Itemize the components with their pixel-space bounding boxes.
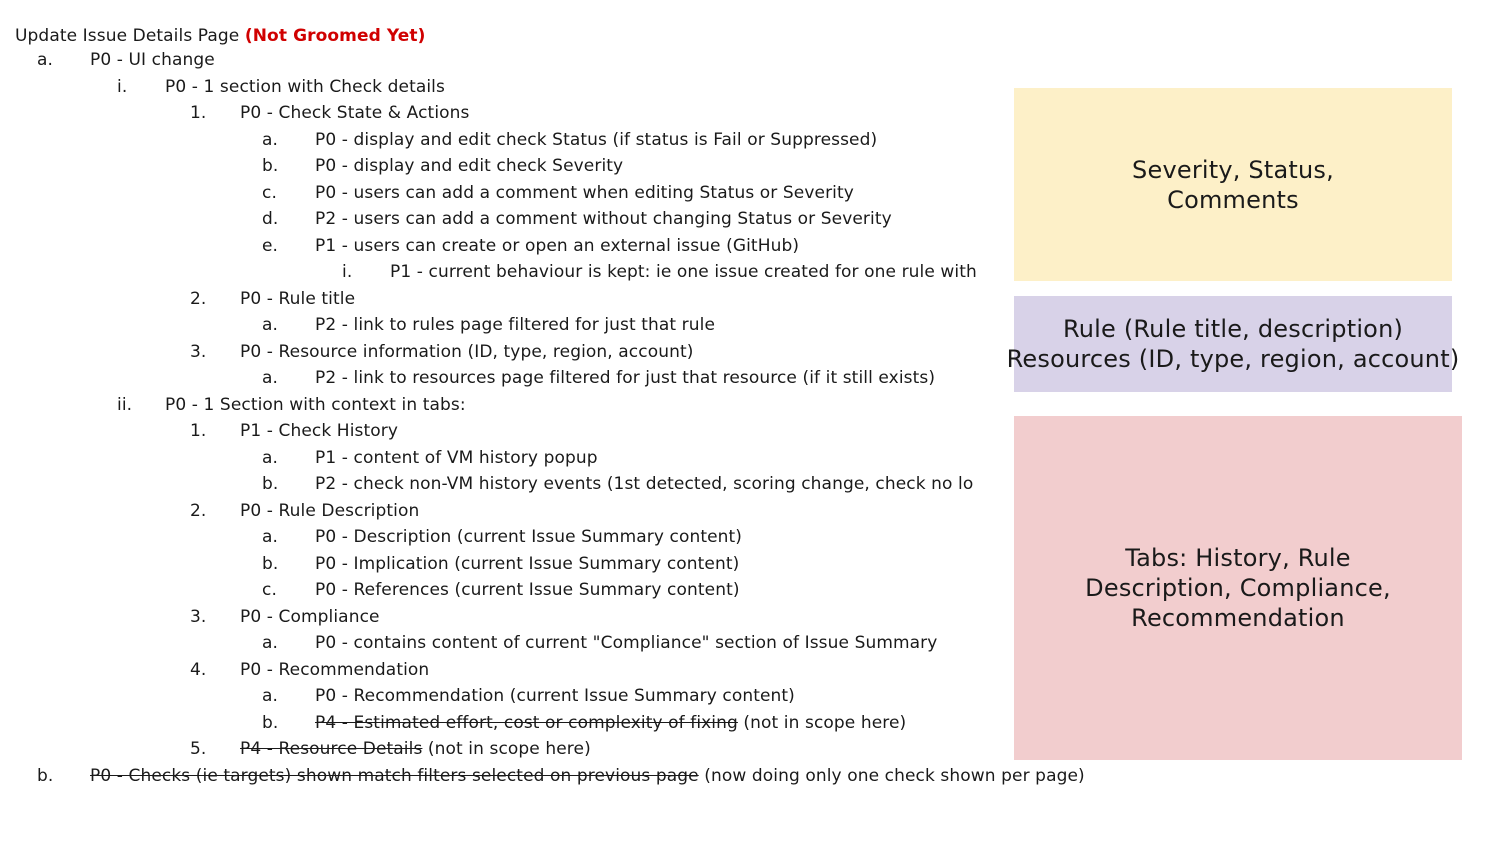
outline-item-text — [315, 712, 906, 734]
outline-item-label: P1 - users can create or open an external issue (GitHub) — [315, 235, 800, 256]
outline-item-text — [165, 76, 445, 98]
outline-item-marker: b. — [37, 765, 54, 786]
outline-item-marker: a. — [262, 315, 279, 335]
outline-item-marker: b. — [262, 553, 279, 574]
outline-item-marker: i. — [117, 76, 128, 97]
outline-item-marker: a. — [262, 368, 279, 388]
box-yellow-line-1: Severity, Status, — [1132, 155, 1334, 184]
outline-item-text — [90, 49, 215, 71]
outline-item-marker: b. — [262, 156, 279, 176]
outline-item-text — [240, 659, 429, 681]
outline-item-struck-text: P4 - Estimated effort, cost or complexity of fixing — [315, 712, 738, 733]
outline-item-label: P0 - Rule Description — [240, 500, 420, 521]
outline-item-text — [240, 288, 355, 310]
outline-item-text — [165, 394, 466, 416]
outline-item-text — [240, 500, 419, 522]
outline-item-text — [315, 182, 854, 204]
outline-item-marker: c. — [262, 580, 277, 600]
page-title-text: Update Issue Details Page — [15, 26, 245, 46]
outline-item-label: P0 - 1 Section with context in tabs: — [165, 394, 466, 415]
outline-item-text — [315, 473, 973, 495]
outline-item-text — [240, 102, 469, 124]
outline-item-label: P0 - users can add a comment when editing Status or Severity — [315, 182, 854, 203]
page-title — [15, 26, 425, 46]
outline-item-marker: 3. — [190, 341, 207, 362]
box-red-line-3: Recommendation — [1131, 604, 1345, 632]
outline-item-text — [315, 155, 623, 177]
tabs-box — [1014, 416, 1462, 760]
box-purple-line-1: Rule (Rule title, description) — [1062, 315, 1404, 343]
outline-item-text — [315, 235, 799, 257]
outline-item-marker: a. — [37, 50, 54, 70]
outline-item-text — [90, 765, 1085, 787]
box-red-line-2: Description, Compliance, — [1085, 574, 1391, 602]
outline-item-marker: a. — [262, 633, 279, 653]
outline-item-text — [315, 208, 892, 230]
outline-item-marker: a. — [262, 447, 279, 468]
outline-item-text — [315, 447, 598, 469]
outline-item-marker: i. — [342, 262, 353, 282]
outline-item-label: P2 - link to rules page filtered for just that rule — [315, 315, 716, 335]
outline-item-marker: 1. — [190, 421, 207, 441]
outline-item-label: P0 - contains content of current "Compliance" section of Issue Summary — [315, 633, 938, 653]
outline-item-note: (not in scope here) — [422, 739, 591, 759]
outline-item-label: P0 - References (current Issue Summary content) — [315, 580, 740, 600]
outline-item-label: P2 - check non-VM history events (1st detected, scoring change, check no lo — [315, 474, 974, 494]
outline-item-label: P0 - Rule title — [240, 288, 356, 309]
outline-item-text — [390, 261, 977, 283]
outline-item-struck-text: P0 - Checks (ie targets) shown match filters selected on previous page — [90, 765, 699, 786]
outline-item-marker: b. — [262, 712, 279, 733]
outline-item-struck-text: P4 - Resource Details — [240, 739, 423, 759]
outline-item-label: P0 - display and edit check Status (if status is Fail or Suppressed) — [315, 129, 878, 150]
severity-status-comments-box — [1014, 88, 1452, 281]
outline-item-note: (not in scope here) — [737, 712, 907, 733]
outline-item-text — [315, 129, 877, 151]
outline-item — [0, 49, 1500, 71]
outline-item-text — [315, 553, 739, 575]
outline-item-text — [315, 685, 795, 707]
outline-item-label: P0 - Recommendation — [240, 659, 430, 680]
outline-item-marker: a. — [262, 686, 279, 706]
outline-item-note: (now doing only one check shown per page) — [698, 765, 1085, 786]
outline-item-text — [240, 606, 380, 628]
outline-item-label: P0 - 1 section with Check details — [165, 76, 445, 97]
groom-status-tag: (Not Groomed Yet) — [244, 26, 426, 46]
outline-item-marker: c. — [262, 182, 277, 203]
outline-item-label: P1 - Check History — [240, 421, 398, 441]
outline-item-text — [240, 341, 693, 363]
outline-item-text — [315, 314, 715, 336]
outline-item-label: P0 - UI change — [90, 50, 215, 70]
outline-item-marker: 3. — [190, 606, 207, 627]
outline-item-marker: d. — [262, 209, 279, 229]
outline-item-label: P0 - Resource information (ID, type, region, account) — [240, 341, 694, 362]
outline-item-marker: ii. — [117, 394, 133, 415]
outline-item-label: P0 - Compliance — [240, 606, 380, 627]
outline-item-marker: e. — [262, 235, 279, 256]
outline-item-marker: 5. — [190, 739, 207, 759]
outline-item-label: P1 - content of VM history popup — [315, 447, 598, 468]
outline-item-marker: 2. — [190, 500, 207, 521]
outline-item — [0, 765, 1500, 787]
box-yellow-line-2: Comments — [1167, 185, 1299, 214]
outline-item-label: P0 - Implication (current Issue Summary content) — [315, 553, 740, 574]
outline-item-text — [315, 526, 742, 548]
outline-item-text — [240, 738, 591, 760]
outline-item-label: P0 - Check State & Actions — [240, 103, 470, 123]
outline-item-text — [315, 632, 937, 654]
outline-item-text — [240, 420, 398, 442]
outline-item-text — [315, 367, 935, 389]
outline-item-marker: 1. — [190, 103, 207, 123]
outline-item-label: P1 - current behaviour is kept: ie one issue created for one rule with — [390, 262, 977, 282]
box-red-line-1: Tabs: History, Rule — [1125, 544, 1351, 572]
outline-item-label: P0 - Description (current Issue Summary content) — [315, 527, 743, 547]
outline-item-label: P0 - display and edit check Severity — [315, 156, 624, 176]
outline-item-label: P2 - link to resources page filtered for just that resource (if it still exists) — [315, 368, 936, 388]
rule-resources-box — [1006, 296, 1460, 392]
outline-item-label: P2 - users can add a comment without changing Status or Severity — [315, 209, 892, 229]
outline-item-marker: a. — [262, 527, 279, 547]
outline-item-marker: b. — [262, 474, 279, 494]
outline-item — [0, 394, 1500, 416]
outline-item-label: P0 - Recommendation (current Issue Summary content) — [315, 686, 795, 706]
outline-item-marker: 4. — [190, 659, 207, 680]
outline-item-marker: 2. — [190, 288, 207, 309]
outline-item-marker: a. — [262, 129, 279, 150]
outline-item-text — [315, 579, 740, 601]
box-purple-line-2: Resources (ID, type, region, account) — [1006, 345, 1460, 373]
